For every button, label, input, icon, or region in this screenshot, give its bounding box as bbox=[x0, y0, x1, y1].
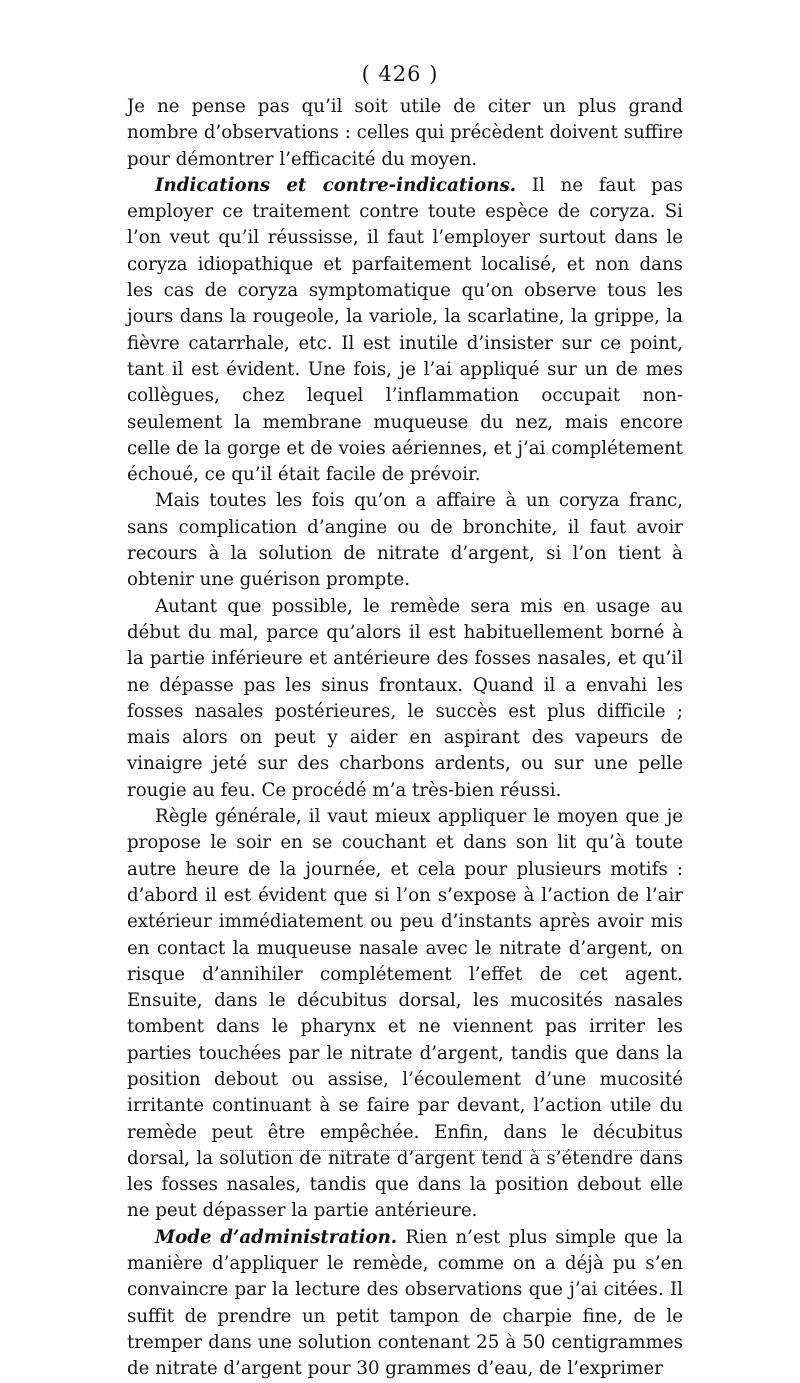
paragraph-text: Autant que possible, le remède sera mis en usage au début du mal, parce qu’alors il est habituellement borné à la partie inférieure et antérieure des fosses nasales, et qu’il ne dépasse pas les sinus frontaux. Quand il a envahi les fosses nasales postérieures, le succès est plus difficile ; mais alors on peut y aider en aspirant des vapeurs de vinaigre jeté sur des charbons ardents, ou sur une pelle rougie au feu. Ce procédé m’a très-bien réussi. bbox=[127, 595, 683, 801]
paragraph-text: Règle générale, il vaut mieux appliquer le moyen que je propose le soir en se couchant et dans son lit qu’à toute autre heure de la journée, et cela pour plusieurs motifs : d’abord il est évident que si l’on s’expose à l’action de l’air extérieur immédiatement ou peu d’instants après avoir mis en contact la muqueuse nasale avec le nitrate d’argent, on risque d’annihiler complétement l’effet de cet agent. Ensuite, dans le décubitus dorsal, les mucosités nasales tombent dans le pharynx et ne viennent pas irriter les parties touchées par le nitrate d’argent, tandis que dans la position debout ou assise, l’écoulement d’une mucosité irritante continuant à se faire par devant, l’action utile du remède peut être empêchée. Enfin, dans le décubitus dorsal, la solution de nitrate d’argent tend à s’étendre dans les fosses nasales, tandis que dans la position debout elle ne peut dépasser la partie antérieure. bbox=[127, 806, 683, 1222]
paragraph-indications bbox=[127, 173, 683, 489]
body-text bbox=[127, 94, 683, 1383]
section-heading-mode-administration: Mode d’administration. bbox=[155, 1226, 398, 1248]
paragraph-debut-du-mal bbox=[127, 594, 683, 804]
page-bottom-edge bbox=[230, 1150, 680, 1152]
paragraph-observations bbox=[127, 94, 683, 173]
section-heading-indications: Indications et contre-indications. bbox=[155, 174, 517, 196]
page-number: ( 426 ) bbox=[361, 62, 439, 86]
paragraph-text: Il ne faut pas employer ce traitement contre toute espèce de coryza. Si l’on veut qu’il réussisse, il faut l’employer surtout dans le coryza idiopathique et parfaitement localisé, et non dans les cas de coryza symptomatique qu’on observe tous les jours dans la rougeole, la variole, la scarlatine, la grippe, la fièvre catarrhale, etc. Il est inutile d’insister sur ce point, tant il est évident. Une fois, je l’ai appliqué sur un de mes collègues, chez lequel l’inflammation occupait non-seulement la membrane muqueuse du nez, mais encore celle de la gorge et de voies aériennes, et j’ai complétement échoué, ce qu’il était facile de prévoir. bbox=[127, 174, 683, 486]
paragraph-text: Mais toutes les fois qu’on a affaire à un coryza franc, sans complication d’angine ou de bronchite, il faut avoir recours à la solution de nitrate d’argent, si l’on tient à obtenir une guérison prompte. bbox=[127, 490, 683, 591]
paragraph-text: Rien n’est plus simple que la manière d’appliquer le remède, comme on a déjà pu s’en convaincre par la lecture des observations que j’ai citées. Il suffit de prendre un petit tampon de charpie fine, de le tremper dans une solution contenant 25 à 50 centigrammes de nitrate d’argent pour 30 grammes d’eau, de l’exprimer bbox=[127, 1226, 683, 1380]
paragraph-mode-administration bbox=[127, 1225, 683, 1383]
paragraph-text: Je ne pense pas qu’il soit utile de citer un plus grand nombre d’observations : celles qui précèdent doivent suffire pour démontrer l’efficacité du moyen. bbox=[127, 96, 683, 170]
paragraph-coryza-franc bbox=[127, 488, 683, 593]
paragraph-regle-generale bbox=[127, 804, 683, 1225]
